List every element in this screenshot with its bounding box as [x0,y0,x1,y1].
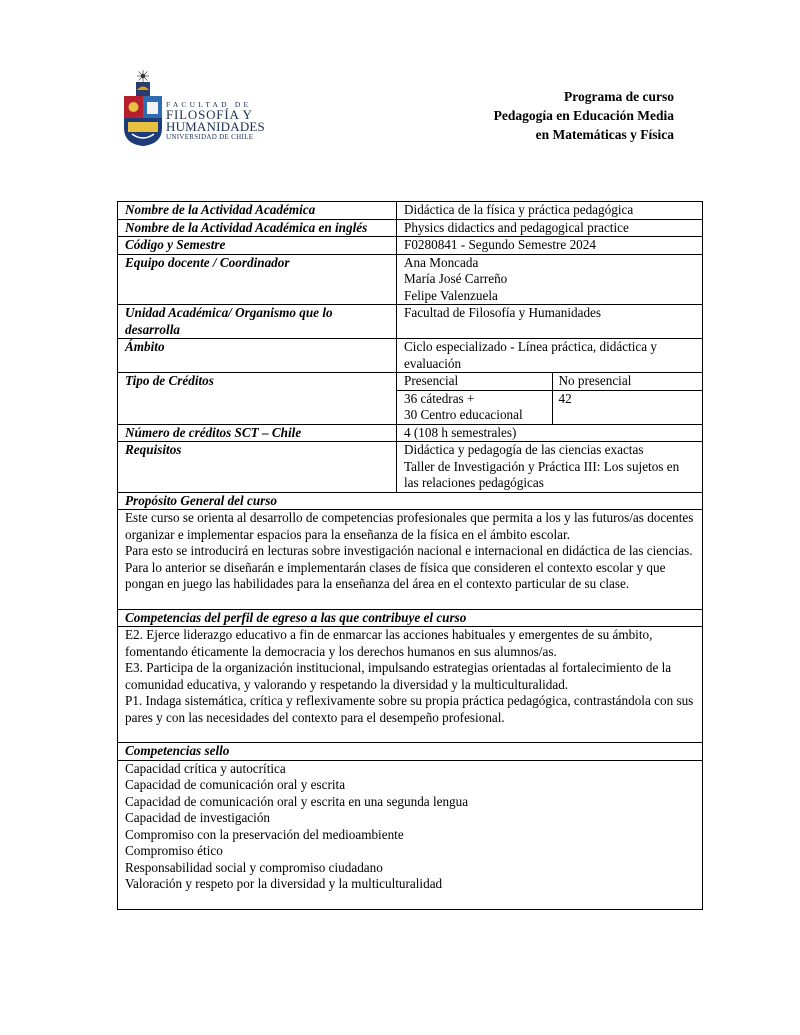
nombre-value: Didáctica de la física y práctica pedagógica [397,202,703,220]
equipo-member-3: Felipe Valenzuela [404,287,498,303]
competencia-sello-item: Capacidad de investigación [125,810,271,825]
table-row-proposito-title [118,492,703,510]
equipo-member-1: Ana Moncada [404,254,479,270]
requisitos-label: Requisitos [118,442,397,493]
ambito-value: Ciclo especializado - Línea práctica, didáctica y evaluación [397,339,703,373]
competencias-perfil-title: Competencias del perfil de egreso a las que contribuye el curso [118,609,703,627]
unidad-label: Unidad Académica/ Organismo que lo desarrolla [118,305,397,339]
unidad-value: Facultad de Filosofía y Humanidades [397,305,703,339]
creditos-inner-table [397,373,702,424]
competencia-perfil-p1: P1. Indaga sistemática, crítica y reflexivamente sobre su propia práctica pedagógica, contrastándola con sus pares y con las necesidades del contexto para el desempeño profesional. [125,693,694,725]
logo-line-1: FACULTAD DE [166,100,252,109]
creditos-presencial-line-1: 36 cátedras + [404,390,475,406]
equipo-values [397,254,703,305]
codigo-value: F0280841 - Segundo Semestre 2024 [397,237,703,255]
creditos-nopresencial-value: 42 [558,390,572,406]
table-row-competencias-sello-title [118,743,703,761]
competencia-sello-item: Capacidad de comunicación oral y escrita [125,777,346,792]
competencia-sello-item: Compromiso con la preservación del medioambiente [125,826,404,842]
competencia-sello-item: Compromiso ético [125,843,223,858]
nombre-ingles-value: Physics didactics and pedagogical practice [397,219,703,237]
table-row-competencias-sello-body [118,760,703,909]
requisito-1: Didáctica y pedagogía de las ciencias exactas [404,442,644,457]
competencia-sello-item: Responsabilidad social y compromiso ciudadano [125,859,383,875]
creditos-presencial-head: Presencial [397,373,552,390]
competencias-sello-title: Competencias sello [118,743,703,761]
table-row-sct [118,424,703,442]
competencias-sello-body [118,760,703,909]
header-specialty: en Matemáticas y Física [535,127,674,142]
course-info-table [117,201,703,910]
ambito-label: Ámbito [118,339,397,373]
table-row-unidad [118,305,703,339]
competencias-perfil-body [118,627,703,743]
requisito-2: Taller de Investigación y Práctica III: Los sujetos en las relaciones pedagógicas [404,458,680,490]
logo-line-4: UNIVERSIDAD DE CHILE [166,133,254,141]
creditos-presencial-values [397,390,552,424]
table-row-competencias-perfil-title [118,609,703,627]
competencia-sello-item: Capacidad crítica y autocrítica [125,760,286,776]
competencia-perfil-e3: E3. Participa de la organización institucional, impulsando estrategias orientadas al fortalecimiento de la comunidad educativa, y valorando y respetando la diversidad y la multiculturalidad. [125,660,672,692]
proposito-title: Propósito General del curso [118,492,703,510]
faculty-logo-text [166,100,265,142]
codigo-label: Código y Semestre [118,237,397,255]
logo-line-3: HUMANIDADES [166,119,265,134]
requisitos-values [397,442,703,493]
creditos-presencial-line-2: 30 Centro educacional [404,407,523,422]
sct-value: 4 (108 h semestrales) [397,424,703,442]
logo-line-2: FILOSOFÍA Y [166,107,253,122]
table-row-competencias-perfil-body [118,627,703,743]
table-row-nombre [118,202,703,220]
header-title: Programa de curso [564,89,674,104]
nombre-ingles-label: Nombre de la Actividad Académica en inglés [118,219,397,237]
equipo-label: Equipo docente / Coordinador [118,254,397,305]
creditos-cell [397,373,703,425]
document-header [494,87,674,144]
competencia-sello-item: Capacidad de comunicación oral y escrita en una segunda lengua [125,793,469,809]
competencia-perfil-e2: E2. Ejerce liderazgo educativo a fin de enmarcar las acciones habituales y emergentes de su ámbito, fomentando éticamente la democracia y los derechos humanos en sus alumnos/as. [125,627,653,659]
table-row-nombre-ingles [118,219,703,237]
equipo-member-2: María José Carreño [404,271,508,286]
proposito-paragraph-2: Para esto se introducirá en lecturas sobre investigación nacional e internacional en didáctica de las ciencias. [125,543,693,558]
table-row-codigo [118,237,703,255]
table-row-ambito [118,339,703,373]
table-row-equipo [118,254,703,305]
creditos-label: Tipo de Créditos [118,373,397,425]
header-program: Pedagogía en Educación Media [493,108,674,123]
table-row-proposito-body [118,510,703,610]
proposito-body [118,510,703,610]
sct-label: Número de créditos SCT – Chile [118,424,397,442]
competencia-sello-item: Valoración y respeto por la diversidad y la multiculturalidad [125,876,443,891]
creditos-nopresencial-head: No presencial [552,373,702,390]
proposito-paragraph-3: Para lo anterior se diseñarán e implementarán clases de física que consideren el contexto escolar y que pongan en juego las habilidades para la enseñanza del área en el contexto particular de su clase. [125,559,666,591]
nombre-label: Nombre de la Actividad Académica [118,202,397,220]
table-row-creditos [118,373,703,425]
table-row-requisitos [118,442,703,493]
proposito-paragraph-1: Este curso se orienta al desarrollo de competencias profesionales que permita a los y las futuros/as docentes organizar e implementar espacios para la enseñanza de la física en el ámbito escolar. [125,510,694,542]
